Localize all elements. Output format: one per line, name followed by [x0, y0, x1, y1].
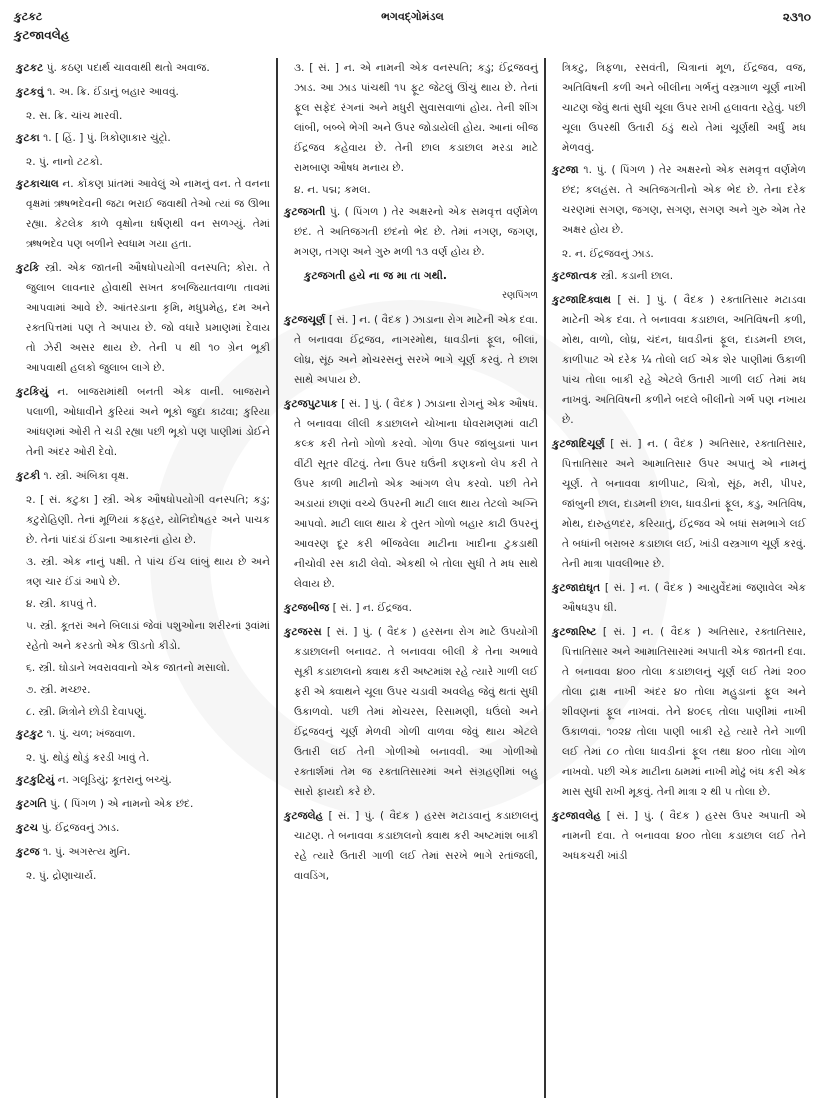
headword: કુટકિ: [16, 262, 40, 274]
page-header: [0, 10, 825, 54]
book-title: ભગવદ્ગોમંડલ: [381, 10, 444, 23]
dictionary-entry: [284, 598, 538, 618]
sub-sense: ૪. સ્ત્રી. કાપવું તે.: [26, 598, 97, 610]
headword: કુટજાદિક્વાથ: [552, 294, 612, 306]
definition-text: ન. કોંકણ પ્રાંતમાં આવેલું એ નામનું વન. તે વનના વૃક્ષમાં ઋષભદેવની જટા ભરાઈ જવાથી તેઓ ત્યાં જ ઊભા રહ્યા. કેટલેક કાળે વૃક્ષોના ઘર્ષણથી વન સળગ્યું. તેમાં ઋષભદેવ પણ બળીને સ્વધામ ગયા હતા.: [26, 178, 270, 250]
definition-text: ૧. પું. ( પિંગળ ) તેર અક્ષરનો એક સમવૃત્ત વર્ણમેળ છંદ; કલહંસ. તે અતિજગતીનો એક ભેદ છે. તેના દરેક ચરણમાં સગણ, જગણ, સગણ, સગણ અને ગુરુ એમ તેર અક્ષર હોય છે.: [562, 164, 806, 236]
dictionary-entry: [16, 794, 270, 814]
dictionary-entry: [552, 578, 806, 618]
definition-text: પું. ઈંદ્રજવનું ઝાડ.: [38, 822, 120, 834]
headword: કુટકવું: [16, 86, 44, 98]
dictionary-entry: [16, 818, 270, 838]
headword: કુટજાદ્યઘૃત: [552, 582, 601, 594]
definition-text: ૧. અ. ક્રિ. ઈંડાનું બહાર આવવું.: [43, 86, 179, 98]
column-right: [546, 58, 812, 1103]
definition-text: [ સં. ] ન. ( વૈદક ) અતિસાર, રક્તાતિસાર, પિત્તાતિસાર અને આમાતિસાર ઉપર અપાતું એ નામનું ચૂર્ણ. તે બનાવવા કાળીપાટ, ચિત્રો, સૂંઠ, મરી, પીપર, જાંબુની છાલ, દાડમની છાલ, ધાવડીનાં ફૂલ, કડુ, અતિવિષ, મોથ, દારુહળદર, કરિયાતું, ઈંદ્રજવ એ બધાં સમભાગે લઈ તે બધાંની બરાબર કડાછાલ લઈ, ખાંડી વસ્ત્રગાળ ચૂર્ણ કરવું. તેની માત્રા પાવલીભાર છે.: [562, 438, 806, 570]
headword: કુટકી: [16, 470, 41, 482]
definition-text: પું. કઠણ પદાર્થ ચાવવાથી થતો અવાજ.: [43, 62, 210, 74]
definition-text: ન. ગલૂડિયું; કૂતરાનું બચ્ચું.: [54, 774, 172, 786]
headword: કુટજબીજ: [284, 602, 330, 614]
dictionary-entry: [16, 128, 270, 148]
definition-text: [ સં. ] ન. ઈંદ્રજવ.: [329, 602, 412, 614]
dictionary-entry: [16, 258, 270, 378]
headword: કુટકિયું: [16, 386, 49, 398]
dictionary-entry: [284, 806, 538, 886]
headword: કુટકુટ: [16, 728, 44, 740]
dictionary-entry: [16, 724, 270, 744]
definition-text: ૧. સ્ત્રી. અંબિકા વૃક્ષ.: [40, 470, 129, 482]
headword: કુટજાદિચૂર્ણ: [552, 438, 605, 450]
dictionary-entry: [284, 394, 538, 594]
dictionary-columns: [10, 58, 818, 1103]
headword: કુટગતિ: [16, 798, 47, 810]
dictionary-entry: [284, 202, 538, 262]
definition-text: પું. ( પિંગળ ) એ નામનો એક છંદ.: [46, 798, 194, 810]
headword: કુટજપુટપાક: [284, 398, 338, 410]
sub-sense: ૨. [ સં. કટુકા ] સ્ત્રી. એક ઔષધોપયોગી વનસ્પતિ; કડુ; કટુરોહિણી. તેનાં મૂળિયાં કફહર, યોનિદોષહર અને પાચક છે. તેનાં પાંદડાં ઈંડાના આકારનાં હોય છે.: [26, 494, 270, 546]
definition-text: સ્ત્રી. એક જાતની ઔષધોપયોગી વનસ્પતિ; કોરા. તે જુલાબ લાવનાર હોવાથી સખત કબજિયાતવાળા તાવમાં આપવામાં આવે છે. આંતરડાના કૃમિ, મધુપ્રમેહ, દમ અને રક્તપિત્તમાં પણ તે અપાય છે. જો વધારે પ્રમાણમાં દેવાય તો ઝેરી અસર થાય છે. તેની ૫ થી ૧૦ ગ્રેન ભૂકી આપવાથી હલકો જુલાબ લાગે છે.: [26, 262, 270, 374]
sub-sense: ત્રિકટુ, ત્રિફળા, રસવંતી, ચિત્રાનાં મૂળ, ઈંદ્રજવ, વજ, અતિવિષની કળી અને બીલીના ગર્ભનું વસ્ત્રગાળ ચૂર્ણ નાખી ચાટણ જેવું થતાં સુધી ચૂલા ઉપર રાખી હલાવતા રહેવું. પછી ચૂલા ઉપરથી ઉતારી ઠંડું થયે તેમાં ચૂર્ણથી અર્ધું મધ મેળવવું.: [562, 62, 806, 154]
sub-sense: ૨. પું. દ્રોણાચાર્ય.: [26, 870, 97, 882]
sub-sense: ૨. પું. નાનો ટટકો.: [26, 156, 103, 168]
definition-text: [ સં. ] પું. ( વૈદક ) હરસના રોગ માટે ઉપયોગી કડાછાલની બનાવટ. તે બનાવવા બીલી કે તેના અભાવે સૂકી કડાછાલનો ક્વાથ કરી અષ્ટમાંશ રહે ત્યારે ગાળી લઈ ફરી એ ક્વાથને ચૂલા ઉપર ચડાવી અવલેહ જેવું થતાં સુધી ઉકાળવો. પછી તેમાં મોચરસ, રિસામણી, ધઉંલો અને ઈંદ્રજવનું ચૂર્ણ મેળવી ગોળી વાળવા જેવું થાય એટલે ઉતારી લઈ તેની ગોળીઓ બનાવવી. આ ગોળીઓ રક્તાર્શમાં તેમ જ રક્તાતિસારમાં અને સંગ્રહણીમાં બહુ સારો ફાયદો કરે છે.: [294, 626, 538, 798]
sub-sense: ૩. સ્ત્રી. એક નાનું પક્ષી. તે પાંચ ઈંચ લાંબું થાય છે અને ત્રણ ચાર ઈંડાં આપે છે.: [26, 556, 270, 588]
headword: કુટજા: [552, 164, 579, 176]
dictionary-entry: [552, 290, 806, 430]
sub-sense: ૫. સ્ત્રી. કૂતરાં અને બિલાડાં જેવાં પશુઓના શરીરનાં રૂવાંમાં રહેતો અને કરડતો એક ઊડતો કીડો.: [26, 620, 270, 652]
headword: કુટકુટિયું: [16, 774, 55, 786]
last-guide-word: કુટજાવલેહ: [14, 28, 70, 42]
headword: કુટજરસ: [284, 626, 322, 638]
headword: કુટજારિષ્ટ: [552, 626, 597, 638]
column-middle: [278, 58, 544, 1103]
sub-sense: ૨. પું. થોડું થોડું કરડી ખાવું તે.: [26, 752, 150, 764]
sub-sense: ૩. [ સં. ] ન. એ નામની એક વનસ્પતિ; કડુ; ઈંદ્રજવનું ઝાડ. આ ઝાડ પાંચથી ૧૫ ફૂટ જેટલું ઊંચું થાય છે. તેનાં ફૂલ સફેદ રંગનાં અને મધુરી સુવાસવાળાં હોય. તેની શીંગ લાંબી, બબ્બે ભેગી અને ઉપર જોડાયેલી હોય. આનાં બીજ ઈંદ્રજવ કહેવાય છે. તેની છાલ કડાછાલ મરડા માટે રામબાણ ઔષધ મનાય છે.: [294, 62, 538, 174]
dictionary-entry: [552, 160, 806, 240]
definition-text: પું. ( પિંગળ ) તેર અક્ષરનો એક સમવૃત્ત વર્ણમેળ છંદ. તે અતિજગતી છંદનો ભેદ છે. તેમાં નગણ, જગણ, મગણ, તગણ અને ગુરુ મળી ૧૩ વર્ણ હોય છે.: [294, 206, 538, 258]
definition-text: [ સં. ] પું. ( વૈદક ) હરસ મટાડવાનું કડાછાલનું ચાટણ. તે બનાવવા કડાછાલનો ક્વાથ કરી અષ્ટમાંશ બાકી રહે ત્યારે ઉતારી ગાળી લઈ તેમાં સરખે ભાગે રતાંજલી, વાવડિંગ,: [294, 810, 538, 882]
dictionary-entry: [16, 842, 270, 862]
page-number: ૨૩૧૦: [782, 10, 811, 24]
definition-text: [ સં. ] પું. ( વૈદક ) ઝાડાના રોગનું એક ઔષધ. તે બનાવવા લીલી કડાછાલને ચોખાના ધોવરામણમાં વાટી કલ્ક કરી તેનો ગોળો કરવો. ગોળા ઉપર જાંબુડાનાં પાન વીંટી સૂતર વીંટવું. તેના ઉપર ઘઉંની કણકનો લેપ કરી તે ઉપર કાળી માટીનો એક આંગળ લેપ કરવો. પછી તેને અડાયાં છાણાં વચ્ચે ઉપરની માટી લાલ થાય તેટલો અગ્નિ આપવો. માટી લાલ થાય કે તુરત ગોળો બહાર કાઢી ઉપરનું આવરણ દૂર કરી ભીંજવેલા માટીના ખાદીના ટુકડાથી નીચોવી રસ કાઢી લેવો. એકથી બે તોલા સુધી તે મધ સાથે લેવાય છે.: [294, 398, 538, 590]
dictionary-entry: [16, 770, 270, 790]
sub-sense: ૨. સ. ક્રિ. ચાંચ મારવી.: [26, 110, 123, 122]
dictionary-entry: [16, 382, 270, 462]
column-left: [10, 58, 276, 1103]
dictionary-entry: [552, 806, 806, 866]
definition-text: [ સં. ] પું. ( વૈદક ) રક્તાતિસાર મટાડવા માટેની એક દવા. તે બનાવવા કડાછાલ, અતિવિષની કળી, મોથ, વાળો, લોધ્ર, ચંદન, ધાવડીનાં ફૂલ, દાડમની છાલ, કાળીપાટ એ દરેક ¼ તોલો લઈ એક શેર પાણીમાં ઉકાળી પાંચ તોલા બાકી રહે એટલે ઉતારી ગાળી લઈ તેમાં મધ નાખવું. અતિવિષની કળીને બદલે બીલીનો ગર્ભ પણ નખાય છે.: [562, 294, 806, 426]
headword: કુટજાત્વક: [552, 270, 598, 282]
headword: કુટજગતી: [284, 206, 326, 218]
definition-text: સ્ત્રી. કડાની છાલ.: [597, 270, 674, 282]
verse-quote: કુટજગતી હયે ના જ મા તા ગથી.: [304, 270, 447, 282]
sub-sense: ૪. ન. પદ્મ; કમલ.: [294, 184, 371, 196]
definition-text: [ સં. ] ન. ( વૈદક ) ઝાડાના રોગ માટેની એક દવા. તે બનાવવા ઈંદ્રજવ, નાગરમોથ, ધાવડીનાં ફૂલ, બીલાં, લોધ્ર, સૂંઠ અને મોચરસનું સરખે ભાગે ચૂર્ણ કરવું. તે છાશ સાથે અપાય છે.: [294, 314, 538, 386]
first-guide-word: કુટકટ: [14, 10, 43, 23]
headword: કુટકાચાલ: [16, 178, 59, 190]
dictionary-entry: [16, 82, 270, 102]
dictionary-entry: [552, 622, 806, 802]
dictionary-entry: [16, 466, 270, 486]
headword: કુટજલેહ: [284, 810, 324, 822]
sub-sense: ૬. સ્ત્રી. ઘોડાને ખવરાવવાનો એક જાતનો મસાલો.: [26, 662, 230, 674]
definition-text: [ સં. ] પું. ( વૈદક ) હરસ ઉપર અપાતી એ નામની દવા. તે બનાવવા ૪૦૦ તોલા કડાછાલ લઈ તેને અધકચરી ખાંડી: [562, 810, 806, 862]
headword: કુટજચૂર્ણ: [284, 314, 326, 326]
sub-sense: ૮. સ્ત્રી. મિત્રોને છોડી દેવાપણું.: [26, 706, 147, 718]
definition-text: ૧. પું. ચળ; ખંજવાળ.: [43, 728, 136, 740]
dictionary-entry: [16, 58, 270, 78]
definition-text: ન. બાજરામાંથી બનતી એક વાની. બાજરાને પલાળી, ઓધાવીને કુરિયાં અને ભૂકો જુદા કાઢવા; કુરિયા આંધણમાં ઓરી તે ચડી રહ્યા પછી ભૂકો પણ પાણીમાં ડોઈને તેની અંદર ઓરી દેવો.: [26, 386, 270, 458]
headword: કુટજ: [16, 846, 40, 858]
quote-source: રણપિંગળ: [502, 290, 538, 301]
dictionary-entry: [284, 622, 538, 802]
dictionary-entry: [552, 434, 806, 574]
headword: કુટકા: [16, 132, 40, 144]
definition-text: ૧. [ હિં. ] પું. ત્રિકોણાકાર ચુંટ્રો.: [39, 132, 171, 144]
definition-text: ૧. પું. અગસ્ત્ય મુનિ.: [39, 846, 131, 858]
sub-sense: ૨. ન. ઈંદ્રજવનું ઝાડ.: [562, 248, 654, 260]
definition-text: [ સં. ] ન. ( વૈદક ) આયુર્વેદમાં જણાવેલ એક ઔષધરૂપ ઘી.: [562, 582, 806, 614]
dictionary-entry: [284, 310, 538, 390]
headword: કુટકટ: [16, 62, 44, 74]
definition-text: [ સં. ] ન. ( વૈદક ) અતિસાર, રક્તાતિસાર, પિત્તાતિસાર અને આમાતિસારમાં અપાતી એક જાતની દવા. તે બનાવવા ૪૦૦ તોલા કડાછાલનું ચૂર્ણ લઈ તેમાં ૨૦૦ તોલા દ્રાક્ષ નાખી અંદર ૪૦ તોલા મહુડાનાં ફૂલ અને શીવણનાં ફૂલ નાખવાં. તેને ૪૦૯૬ તોલા પાણીમાં નાખી ઉકાળવાં. ૧૦૨૪ તોલા પાણી બાકી રહે ત્યારે તેને ગાળી લઈ તેમાં ૮૦ તોલા ધાવડીનાં ફૂલ તથા ૪૦૦ તોલા ગોળ નાખવો. પછી એક માટીના ઠામમાં નાખી મોઢું બંધ કરી એક માસ સુધી રાખી મૂકવું. તેની માત્રા ૨ થી ૫ તોલા છે.: [562, 626, 806, 798]
headword: કુટજાવલેહ: [552, 810, 601, 822]
sub-sense: ૭. સ્ત્રી. મચ્છર.: [26, 684, 91, 696]
headword: કુટચ: [16, 822, 39, 834]
dictionary-entry: [552, 266, 806, 286]
dictionary-entry: [16, 174, 270, 254]
